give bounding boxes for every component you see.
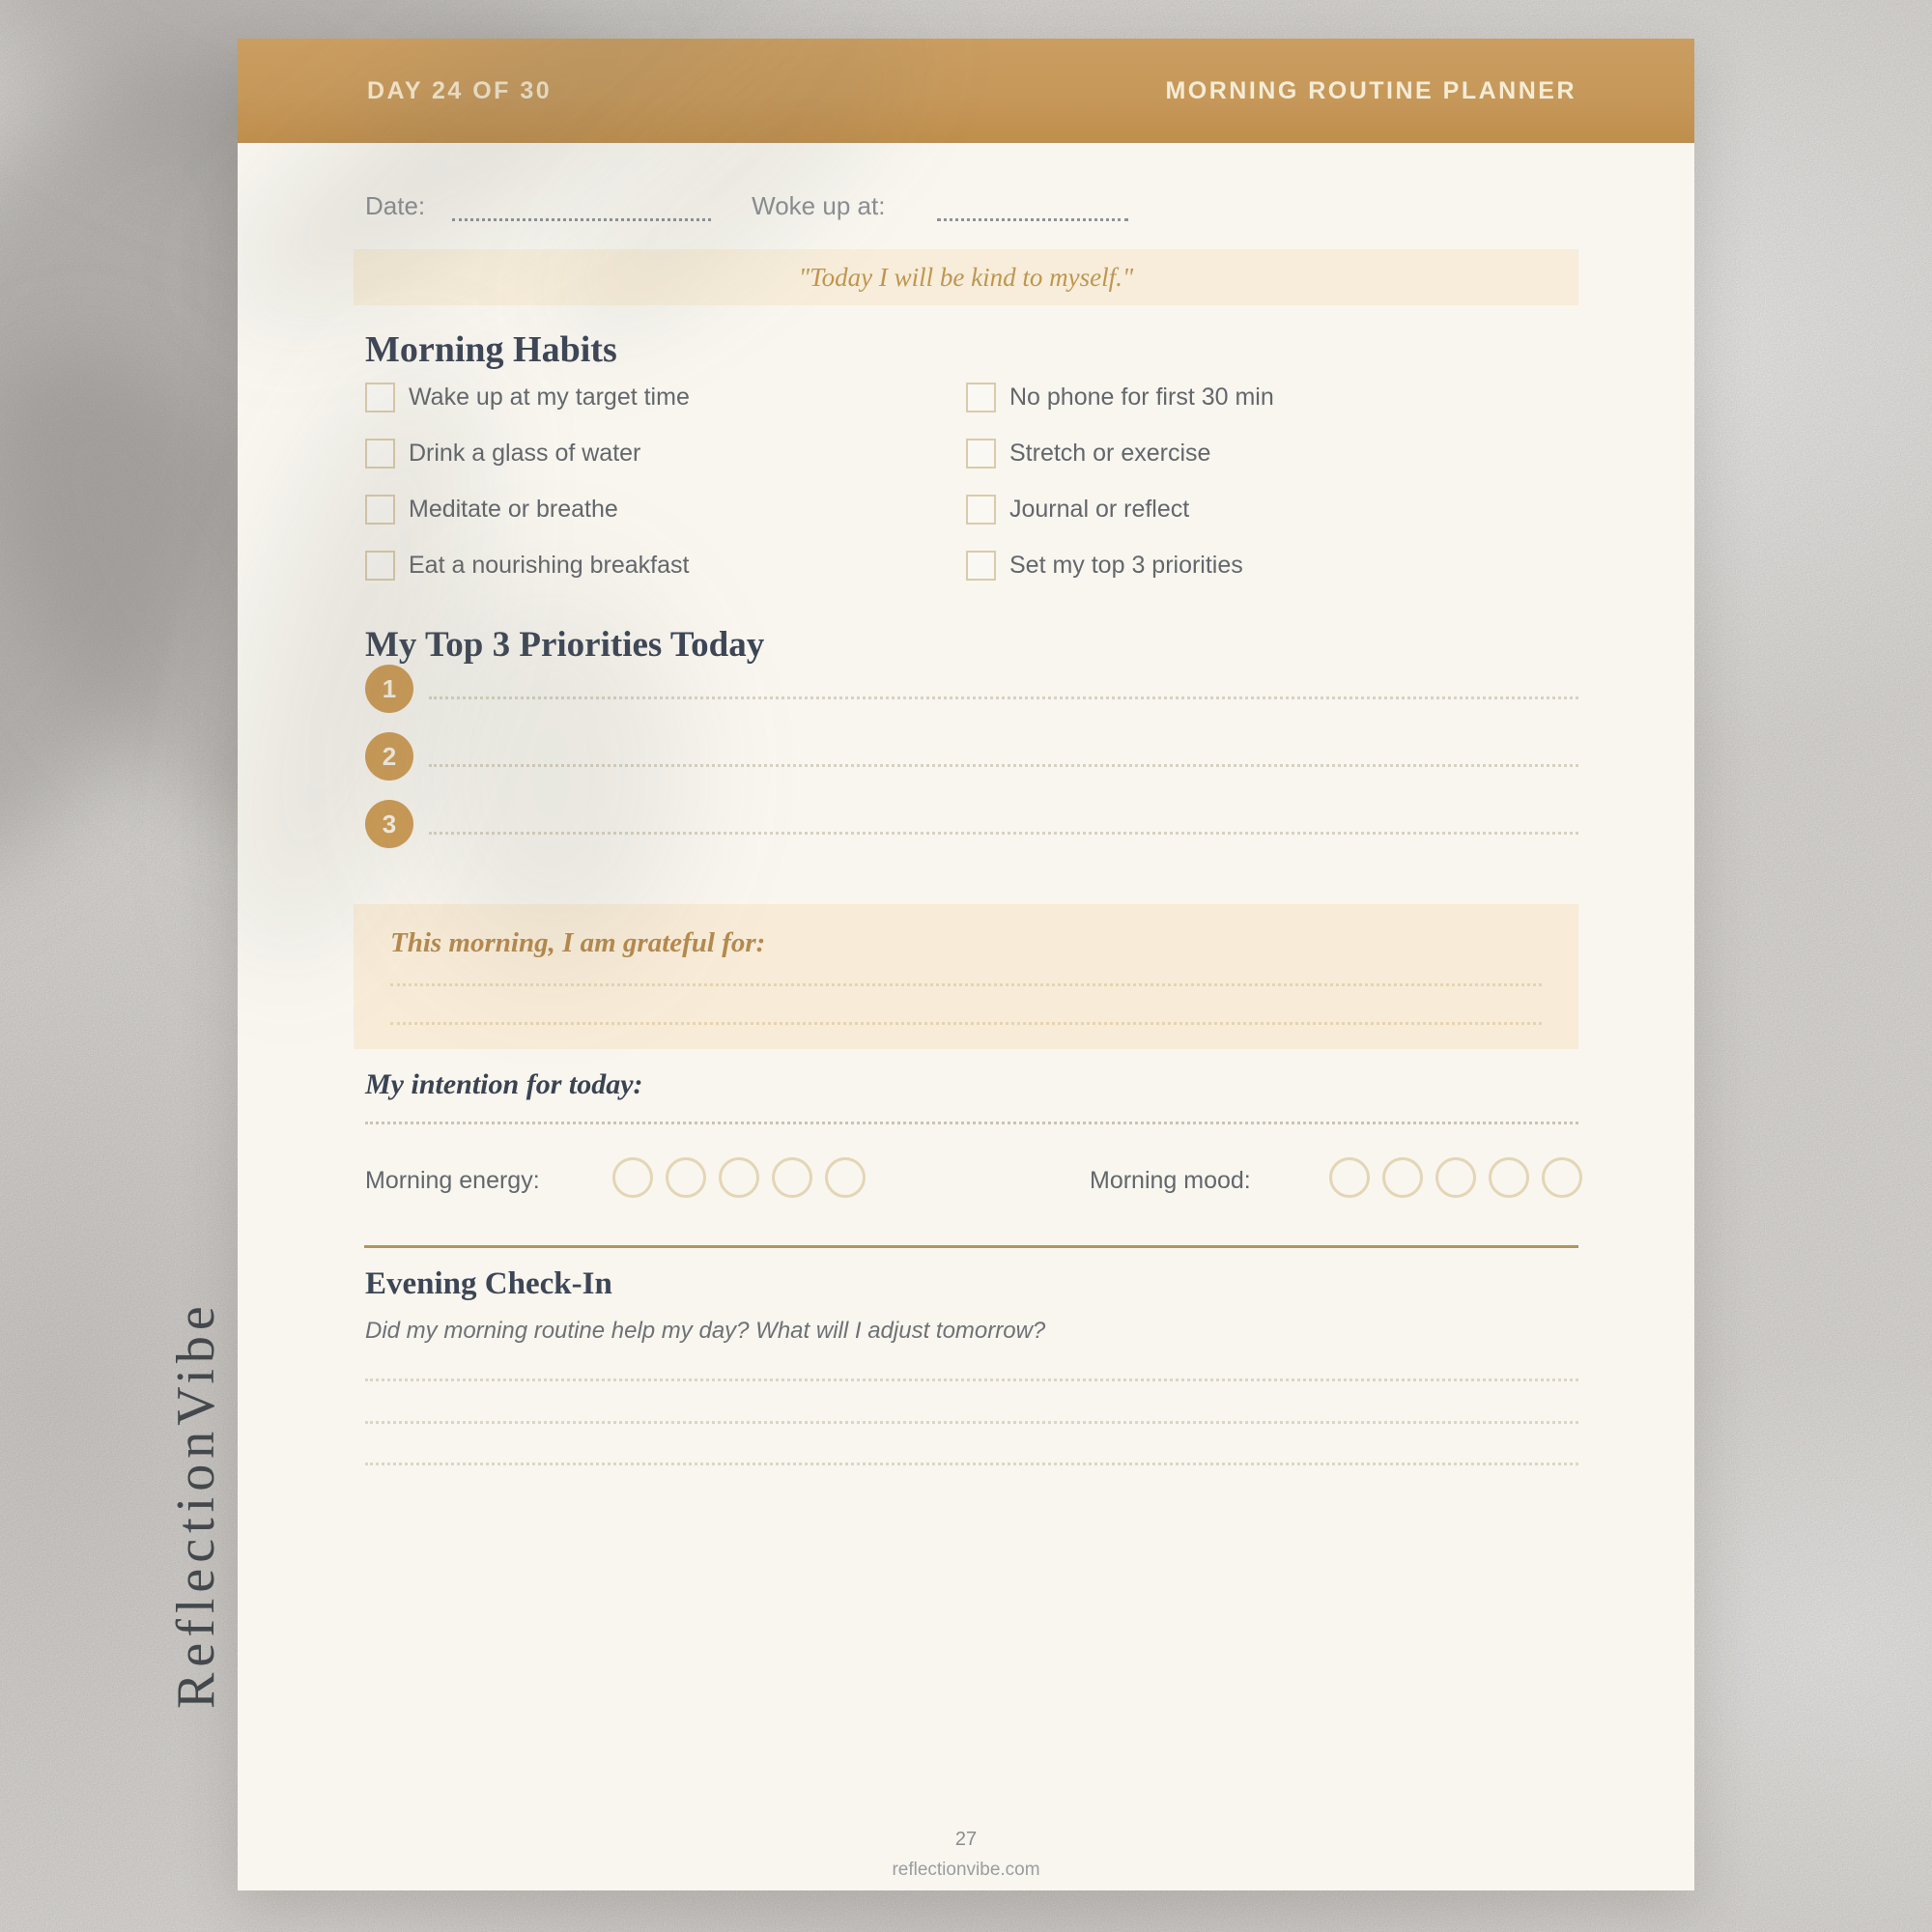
mood-rating-circle[interactable] bbox=[1542, 1157, 1582, 1198]
habit-checkbox[interactable] bbox=[966, 551, 996, 581]
evening-checkin-question: Did my morning routine help my day? What will I adjust tomorrow? bbox=[365, 1318, 1046, 1344]
page-header-bar bbox=[238, 39, 1694, 143]
energy-rating-circle[interactable] bbox=[772, 1157, 812, 1198]
mood-rating-circle[interactable] bbox=[1382, 1157, 1423, 1198]
daily-quote-banner bbox=[354, 249, 1578, 305]
habit-label: Drink a glass of water bbox=[409, 440, 641, 467]
priority-row bbox=[365, 665, 1578, 713]
page-number: 27 bbox=[954, 1829, 978, 1850]
priorities-heading: My Top 3 Priorities Today bbox=[365, 625, 765, 665]
evening-input-line[interactable] bbox=[365, 1463, 1578, 1465]
energy-rating-circle[interactable] bbox=[612, 1157, 653, 1198]
woke-up-input-line[interactable] bbox=[937, 193, 1128, 221]
habit-label: Journal or reflect bbox=[1009, 496, 1190, 523]
habit-row bbox=[966, 495, 1189, 525]
habit-row bbox=[365, 439, 640, 469]
morning-habits-heading: Morning Habits bbox=[365, 329, 617, 370]
energy-rating-circle[interactable] bbox=[666, 1157, 706, 1198]
gratitude-input-line[interactable] bbox=[390, 1022, 1542, 1025]
date-label: Date: bbox=[365, 191, 426, 220]
habit-checkbox[interactable] bbox=[966, 383, 996, 412]
priority-input-line[interactable] bbox=[429, 830, 1578, 835]
habit-label: Eat a nourishing breakfast bbox=[409, 552, 690, 579]
habit-row bbox=[365, 551, 689, 581]
mood-rating-circle[interactable] bbox=[1329, 1157, 1370, 1198]
morning-energy-scale bbox=[612, 1157, 866, 1198]
woke-up-label: Woke up at: bbox=[752, 191, 886, 220]
intention-input-line[interactable] bbox=[365, 1122, 1578, 1124]
energy-rating-circle[interactable] bbox=[719, 1157, 759, 1198]
date-row bbox=[365, 191, 1128, 221]
habit-label: Meditate or breathe bbox=[409, 496, 618, 523]
priority-number-badge: 2 bbox=[365, 732, 413, 781]
priority-input-line[interactable] bbox=[429, 762, 1578, 767]
mood-rating-circle[interactable] bbox=[1489, 1157, 1529, 1198]
day-counter: DAY 24 OF 30 bbox=[367, 76, 553, 104]
habit-row bbox=[966, 383, 1274, 412]
habit-label: No phone for first 30 min bbox=[1009, 384, 1274, 411]
morning-mood-scale bbox=[1329, 1157, 1582, 1198]
habit-label: Set my top 3 priorities bbox=[1009, 552, 1243, 579]
priority-number-badge: 3 bbox=[365, 800, 413, 848]
evening-input-line[interactable] bbox=[365, 1421, 1578, 1424]
habit-label: Wake up at my target time bbox=[409, 384, 690, 411]
gratitude-input-line[interactable] bbox=[390, 983, 1542, 986]
habit-label: Stretch or exercise bbox=[1009, 440, 1211, 467]
mood-rating-circle[interactable] bbox=[1435, 1157, 1476, 1198]
gratitude-prompt: This morning, I am grateful for: bbox=[390, 927, 766, 958]
habit-row bbox=[365, 383, 690, 412]
page-title: MORNING ROUTINE PLANNER bbox=[1165, 76, 1577, 104]
habit-checkbox[interactable] bbox=[966, 439, 996, 469]
website-url: reflectionvibe.com bbox=[892, 1860, 1040, 1880]
habit-row bbox=[365, 495, 618, 525]
intention-label: My intention for today: bbox=[365, 1068, 643, 1100]
section-divider bbox=[364, 1245, 1578, 1248]
date-input-line[interactable] bbox=[452, 193, 711, 221]
priority-number-badge: 1 bbox=[365, 665, 413, 713]
evening-input-line[interactable] bbox=[365, 1378, 1578, 1381]
habit-checkbox[interactable] bbox=[365, 551, 395, 581]
habit-checkbox[interactable] bbox=[966, 495, 996, 525]
gratitude-box bbox=[354, 904, 1578, 1049]
habit-row bbox=[966, 551, 1243, 581]
habit-checkbox[interactable] bbox=[365, 383, 395, 412]
daily-quote: "Today I will be kind to myself." bbox=[798, 262, 1134, 292]
morning-mood-label: Morning mood: bbox=[1090, 1167, 1251, 1194]
brand-vertical-text: ReflectionVibe bbox=[166, 1300, 226, 1710]
habit-checkbox[interactable] bbox=[365, 495, 395, 525]
habit-checkbox[interactable] bbox=[365, 439, 395, 469]
priority-row bbox=[365, 800, 1578, 848]
priority-row bbox=[365, 732, 1578, 781]
habit-row bbox=[966, 439, 1210, 469]
energy-rating-circle[interactable] bbox=[825, 1157, 866, 1198]
morning-energy-label: Morning energy: bbox=[365, 1167, 540, 1194]
planner-page bbox=[238, 39, 1694, 1890]
evening-checkin-heading: Evening Check-In bbox=[365, 1266, 612, 1301]
priority-input-line[interactable] bbox=[429, 695, 1578, 699]
